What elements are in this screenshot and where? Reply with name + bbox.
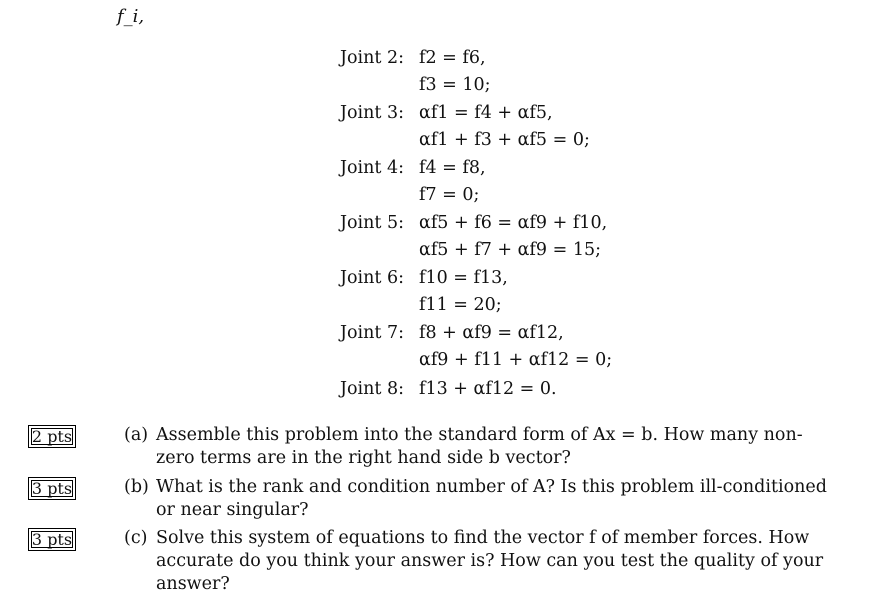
question-text: What is the rank and condition number of A? Is this problem ill-conditioned or near singular? (156, 477, 827, 520)
joint-equation: f11 = 20; (419, 295, 502, 315)
joint-row (0, 48, 887, 76)
points-box: 3 pts (28, 477, 76, 500)
joint-equation: f4 = f8, (419, 158, 486, 178)
joint-row (0, 268, 887, 296)
joint-label: Joint 4: (340, 158, 405, 178)
joint-label: Joint 5: (340, 213, 405, 233)
question-text: Solve this system of equations to find the vector f of member forces. How accurate do you think your answer is? How can you test the quality of your answer? (156, 528, 824, 594)
joint-equation: αf1 = f4 + αf5, (419, 103, 553, 123)
joint-row (0, 379, 887, 407)
joint-equation: f7 = 0; (419, 185, 480, 205)
joint-row (0, 295, 887, 323)
joint-row (0, 75, 887, 103)
joint-label: Joint 3: (340, 103, 405, 123)
question-item (124, 424, 836, 470)
question-tag: (c) (124, 528, 148, 548)
joint-equation: αf5 + f6 = αf9 + f10, (419, 213, 608, 233)
joint-label: Joint 8: (340, 379, 405, 399)
question-item (124, 527, 836, 596)
joint-equation: f10 = f13, (419, 268, 508, 288)
joint-row (0, 158, 887, 186)
joint-equation: f2 = f6, (419, 48, 486, 68)
points-box: 2 pts (28, 425, 76, 448)
joint-label: Joint 7: (340, 323, 405, 343)
question-tag: (b) (124, 477, 149, 497)
joint-equation: f3 = 10; (419, 75, 491, 95)
joint-equation: f8 + αf9 = αf12, (419, 323, 564, 343)
joint-equation: αf9 + f11 + αf12 = 0; (419, 350, 613, 370)
joint-row (0, 103, 887, 131)
question-item (124, 476, 836, 522)
points-box: 3 pts (28, 528, 76, 551)
joint-row (0, 323, 887, 351)
top-fi-symbol: f_i, (117, 6, 145, 27)
joint-label: Joint 6: (340, 268, 405, 288)
joint-row (0, 213, 887, 241)
joint-row (0, 185, 887, 213)
question-tag: (a) (124, 425, 149, 445)
joint-label: Joint 2: (340, 48, 405, 68)
joint-row (0, 240, 887, 268)
joint-row (0, 130, 887, 158)
joint-equation: αf1 + f3 + αf5 = 0; (419, 130, 590, 150)
joint-row (0, 350, 887, 378)
question-text: Assemble this problem into the standard form of Ax = b. How many non-zero terms are in the right hand side b vector? (156, 425, 803, 468)
joint-equation: f13 + αf12 = 0. (419, 379, 557, 399)
joint-equation: αf5 + f7 + αf9 = 15; (419, 240, 601, 260)
